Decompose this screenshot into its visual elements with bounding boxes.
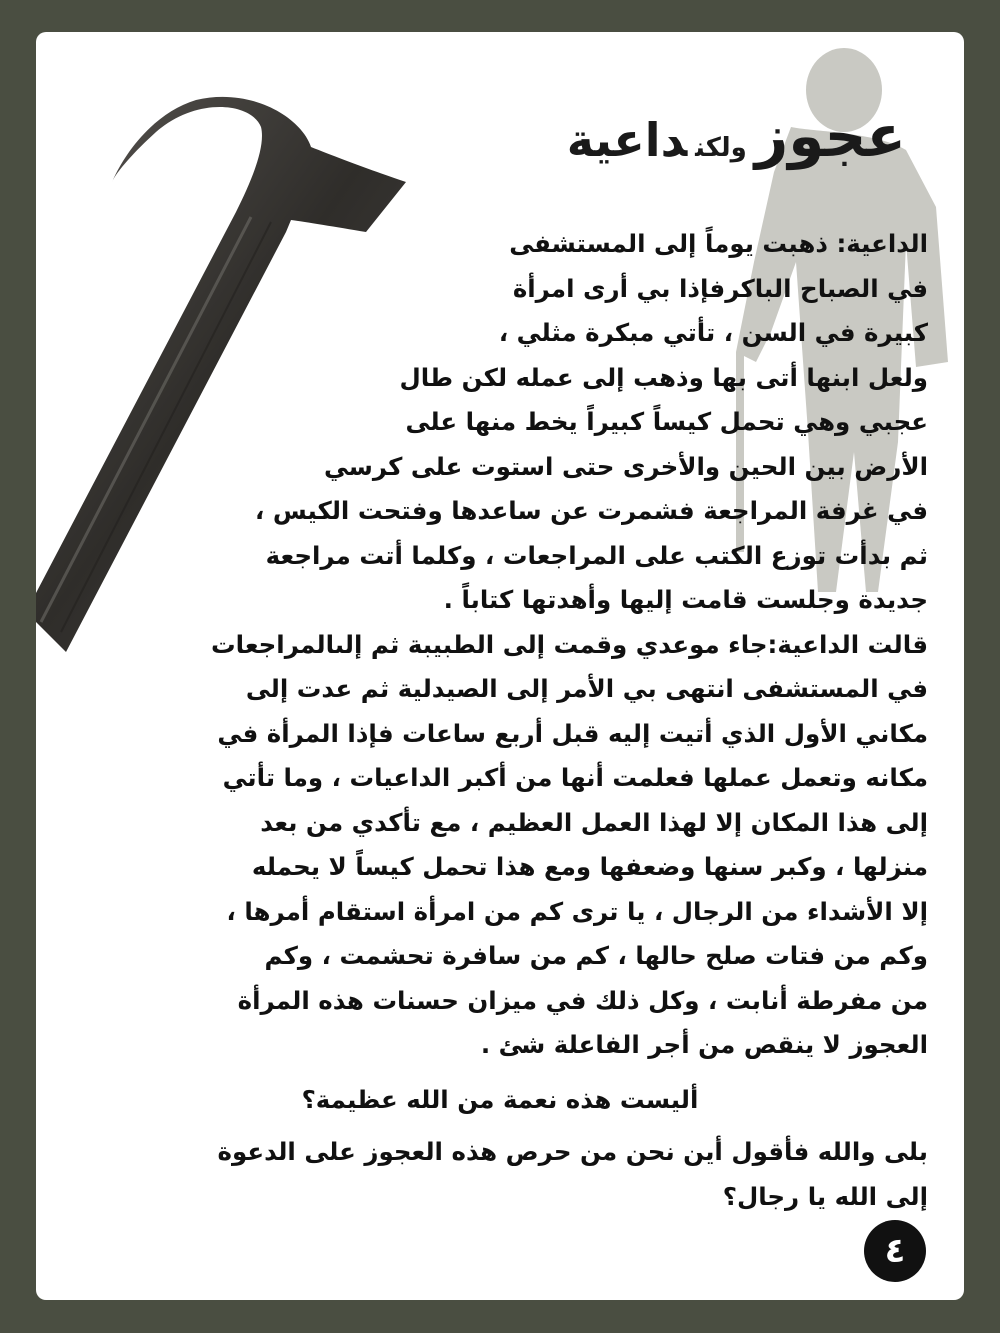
title-word-ajooz: عجوز: [754, 102, 906, 170]
text-line: إلى الله يا رجال؟: [722, 1181, 928, 1211]
text-line: مكانه وتعمل عملها فعلمت أنها من أكبر الداعيات ، وما تأتي: [222, 763, 928, 792]
paragraph-3: [72, 1130, 928, 1219]
article-body: [72, 222, 928, 1219]
text-line: إلى هذا المكان إلا لهذا العمل العظيم ، مع تأكدي من بعد: [260, 807, 928, 837]
text-line: قالت الداعية:جاء موعدي وقمت إلى الطبيبة ثم إلىالمراجعات: [211, 629, 928, 659]
text-line: في غرفة المراجعة فشمرت عن ساعدها وفتحت الكيس ،: [254, 496, 928, 525]
text-line: عجبي وهي تحمل كيساً كبيراً يخط منها على: [405, 407, 928, 436]
paragraph-2: [72, 623, 928, 1068]
text-line: بلى والله فأقول أين نحن من حرص هذه العجوز على الدعوة: [217, 1137, 928, 1166]
text-line: منزلها ، وكبر سنها وضعفها ومع هذا تحمل كيساً لا يحمله: [251, 852, 928, 881]
text-line: ثم بدأت توزع الكتب على المراجعات ، وكلما أتت مراجعة: [265, 540, 928, 570]
title-word-daeia: داعية: [566, 113, 688, 167]
paragraph-1: [72, 222, 928, 623]
page-title: [567, 102, 906, 170]
text-line: كبيرة في السن ، تأتي مبكرة مثلي ،: [498, 318, 928, 347]
question-line: أليست هذه نعمة من الله عظيمة؟: [301, 1084, 699, 1114]
text-line: العجوز لا ينقص من أجر الفاعلة شئ .: [480, 1030, 928, 1059]
text-line: في المستشفى انتهى بي الأمر إلى الصيدلية ثم عدت إلى: [245, 674, 928, 703]
text-line: ولعل ابنها أتى بها وذهب إلى عمله لكن طال: [399, 362, 928, 392]
text-line: الداعية: ذهبت يوماً إلى المستشفى: [509, 229, 928, 258]
text-line: من مفرطة أنابت ، وكل ذلك في ميزان حسنات هذه المرأة: [237, 985, 928, 1015]
text-line: جديدة وجلست قامت إليها وأهدتها كتاباً .: [443, 585, 928, 614]
text-line: الأرض بين الحين والأخرى حتى استوت على كرسي: [324, 451, 928, 481]
text-line: إلا الأشداء من الرجال ، يا ترى كم من امرأة استقام أمرها ،: [226, 896, 928, 926]
page: [36, 32, 964, 1300]
text-line: وكم من فتات صلح حالها ، كم من سافرة تحشمت ، وكم: [264, 941, 928, 970]
title-word-walakin: ولكن: [695, 133, 747, 163]
page-number-badge: ٤: [864, 1220, 926, 1282]
text-line: في الصباح الباكرفإذا بي أرى امرأة: [512, 273, 928, 303]
text-line: مكاني الأول الذي أتيت إليه قبل أربع ساعات فإذا المرأة في: [217, 718, 928, 748]
